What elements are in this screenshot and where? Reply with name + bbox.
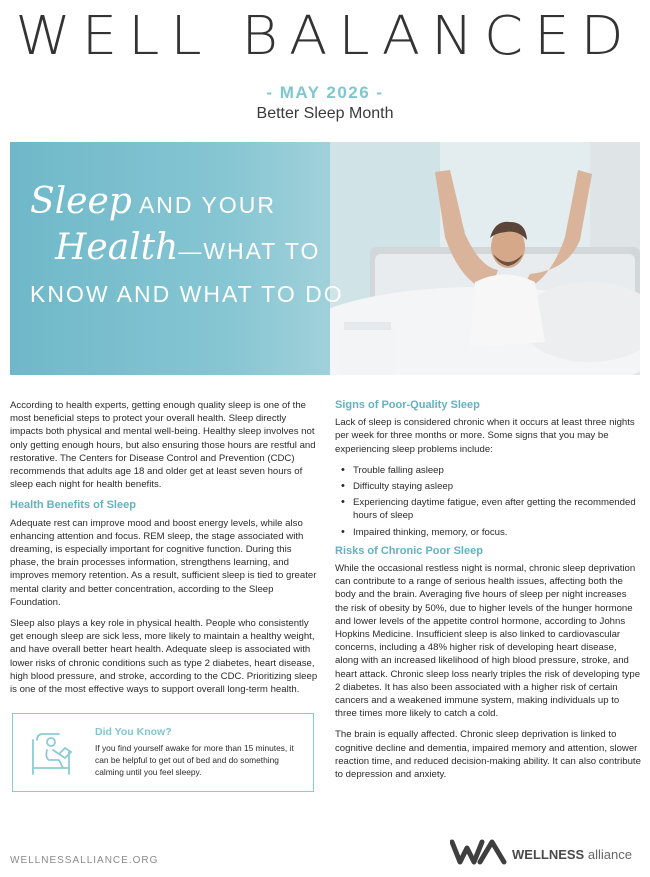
left-column bbox=[10, 399, 318, 704]
callout-title: Did You Know? bbox=[95, 726, 172, 738]
hero-line-1-rest: AND YOUR bbox=[131, 192, 276, 218]
risks-heading: Risks of Chronic Poor Sleep bbox=[335, 544, 483, 557]
list-item: • Difficulty staying asleep bbox=[335, 480, 641, 493]
did-you-know-callout bbox=[12, 713, 314, 792]
benefits-paragraph-2: Sleep also plays a key role in physical health. People who consistently get enough sleep are sick less, more likely to maintain a healthy weight, and have overall better heart health. Adequate sleep is associated with lower risks of chronic conditions such as type 2 diabetes, heart disease, high blood pressure, and stroke, according to the CDC. Prioritizing sleep is one of the most effective ways to support overall long-term health. bbox=[10, 618, 318, 696]
wa-logo-mark-icon bbox=[450, 838, 512, 866]
publication-title: WELL BALANCED bbox=[15, 5, 635, 68]
masthead bbox=[10, 6, 640, 68]
benefits-heading: Health Benefits of Sleep bbox=[10, 499, 136, 512]
signs-heading: Signs of Poor-Quality Sleep bbox=[335, 399, 480, 411]
hero-banner bbox=[10, 142, 640, 375]
logo-wordmark bbox=[512, 847, 632, 862]
issue-theme: Better Sleep Month bbox=[256, 105, 394, 122]
logo-word-bold: WELLNESS bbox=[512, 847, 585, 862]
hero-line-1 bbox=[30, 182, 344, 225]
list-item: • Experiencing daytime fatigue, even after getting the recommended hours of sleep bbox=[335, 496, 641, 522]
logo-word-light: alliance bbox=[584, 847, 632, 862]
list-item: • Impaired thinking, memory, or focus. bbox=[335, 526, 641, 539]
benefits-paragraph-1: Adequate rest can improve mood and boost energy levels, while also enhancing attention and focus. REM sleep, the stage associated with dreaming, is especially important for cognitive function. During this phase, the brain processes information, strengthens learning, and improves memory retention. As a result, sufficient sleep is tied to greater mental clarity and better concentration, according to the Sleep Foundation. bbox=[10, 517, 317, 608]
footer-website-link[interactable]: WELLNESSALLIANCE.ORG bbox=[10, 855, 159, 866]
hero-line-2-rest: —WHAT TO bbox=[178, 238, 321, 264]
wellness-alliance-logo bbox=[450, 838, 642, 868]
signs-list bbox=[335, 464, 641, 539]
right-column bbox=[335, 399, 641, 789]
person-reading-in-chair-icon bbox=[23, 724, 79, 780]
hero-photo-man-stretching-in-bed bbox=[330, 142, 640, 375]
list-item: • Trouble falling asleep bbox=[335, 464, 641, 477]
risks-paragraph-1: While the occasional restless night is normal, chronic sleep deprivation can contribute to a range of serious health issues, affecting both the body and the brain. Averaging five hours of sleep per night increases the risk of obesity by 50%, due to higher levels of the hunger hormone and lower levels of the appetite control hormone, according to Johns Hopkins Medicine. Insufficient sleep is also linked to cardiovascular concerns, including a 48% higher risk of developing heart disease, along with an increased likelihood of high blood pressure, stroke, and heart attack. Chronic sleep loss nearly triples the risk of developing type 2 diabetes. It has also been associated with a higher risk of certain cancers and a weakened immune system, making individuals up to three times more likely to catch a cold. bbox=[335, 563, 641, 720]
issue-date: - MAY 2026 - bbox=[266, 83, 384, 102]
callout-text: If you find yourself awake for more than 15 minutes, it can be helpful to get out of bed and do something calming until you feel sleepy. bbox=[95, 743, 294, 777]
intro-paragraph: According to health experts, getting enough quality sleep is one of the most beneficial steps to protect your overall health. Sleep directly impacts both physical and mental well-being. Healthy sleep involves not only getting enough hours, but also ensuring those hours are restful and restorative. The Centers for Disease Control and Prevention (CDC) recommends that adults age 18 and older get at least seven hours of sleep each night for health benefits. bbox=[10, 400, 316, 491]
hero-line-2 bbox=[30, 225, 344, 274]
hero-script-sleep: Sleep bbox=[30, 181, 132, 222]
hero-headline bbox=[30, 182, 344, 314]
risks-paragraph-2: The brain is equally affected. Chronic sleep deprivation is linked to cognitive decline and dementia, impaired memory and attention, slower reaction time, and reduced decision-making ability. It can also contribute to depression and anxiety. bbox=[335, 729, 641, 781]
hero-script-health: Health bbox=[55, 227, 179, 268]
signs-paragraph: Lack of sleep is considered chronic when it occurs at least three nights per week for three months or more. Some signs that you may be experiencing sleep problems include: bbox=[335, 417, 635, 455]
hero-line-3: KNOW AND WHAT TO DO bbox=[30, 281, 344, 307]
